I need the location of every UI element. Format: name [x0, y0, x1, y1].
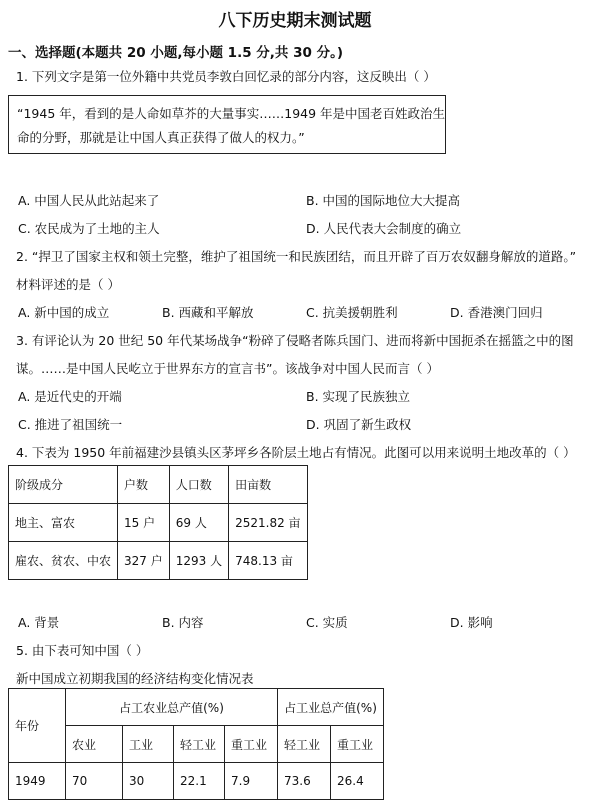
table-subheader: 轻工业 [278, 726, 331, 763]
option-a: A. 新中国的成立 [18, 305, 110, 320]
question-2-stem-cont: 材料评述的是（ ） [16, 277, 120, 292]
quote-line: “1945 年，看到的是人命如草芥的大量事实……1949 年是中国老百姓政治生 [17, 106, 446, 121]
option-d: D. 影响 [450, 615, 493, 630]
table-caption: 新中国成立初期我国的经济结构变化情况表 [16, 671, 254, 686]
question-5-stem: 5. 由下表可知中国（ ） [16, 643, 149, 658]
question-3-stem-cont: 谋。……是中国人民屹立于世界东方的宣言书”。该战争对中国人民而言（ ） [16, 361, 439, 376]
table-cell: 70 [66, 763, 123, 800]
option-c: C. 推进了祖国统一 [18, 417, 123, 432]
option-d: D. 巩固了新生政权 [306, 417, 412, 432]
option-d: D. 香港澳门回归 [450, 305, 543, 320]
table-cell: 田亩数 [229, 466, 307, 504]
option-a: A. 中国人民从此站起来了 [18, 193, 160, 208]
option-d: D. 人民代表大会制度的确立 [306, 221, 462, 236]
table-subheader: 轻工业 [174, 726, 225, 763]
option-a: A. 是近代史的开端 [18, 389, 122, 404]
table-subheader: 工业 [123, 726, 174, 763]
table-cell: 22.1 [174, 763, 225, 800]
table-cell: 73.6 [278, 763, 331, 800]
table-row [9, 763, 384, 800]
table-cell: 26.4 [331, 763, 384, 800]
question-1-quote-box [8, 95, 446, 154]
table-cell: 地主、富农 [9, 504, 118, 542]
question-2-stem: 2. “捍卫了国家主权和领土完整，维护了祖国统一和民族团结，而且开辟了百万农奴翻身解放的道路。” [16, 249, 577, 264]
land-ownership-table [8, 465, 308, 580]
table-subheader: 重工业 [225, 726, 278, 763]
table-cell: 748.13 亩 [229, 542, 307, 580]
option-c: C. 农民成为了土地的主人 [18, 221, 160, 236]
table-row [9, 689, 384, 726]
table-header-group: 占工农业总产值(%) [66, 689, 278, 726]
table-cell: 户数 [118, 466, 170, 504]
table-cell: 327 户 [118, 542, 170, 580]
table-header-year: 年份 [9, 689, 66, 763]
option-b: B. 实现了民族独立 [306, 389, 411, 404]
table-row [9, 542, 308, 580]
table-cell: 雇农、贫农、中农 [9, 542, 118, 580]
table-cell: 1293 人 [169, 542, 228, 580]
table-cell: 阶级成分 [9, 466, 118, 504]
economic-structure-table [8, 688, 384, 800]
table-cell: 人口数 [169, 466, 228, 504]
option-b: B. 西藏和平解放 [162, 305, 254, 320]
option-c: C. 抗美援朝胜利 [306, 305, 398, 320]
page-title: 八下历史期末测试题 [218, 11, 372, 31]
table-header-group: 占工业总产值(%) [278, 689, 384, 726]
option-c: C. 实质 [306, 615, 348, 630]
table-row [9, 466, 308, 504]
section-heading: 一、选择题(本题共 20 小题,每小题 1.5 分,共 30 分。) [8, 45, 344, 61]
table-cell: 15 户 [118, 504, 170, 542]
table-cell: 1949 [9, 763, 66, 800]
question-3-stem: 3. 有评论认为 20 世纪 50 年代某场战争“粉碎了侵略者陈兵国门、进而将新中国扼杀在摇篮之中的图 [16, 333, 574, 348]
table-subheader: 农业 [66, 726, 123, 763]
table-row [9, 504, 308, 542]
table-cell: 7.9 [225, 763, 278, 800]
question-4-stem: 4. 下表为 1950 年前福建沙县镇头区茅坪乡各阶层土地占有情况。此图可以用来说明土地改革的（ ） [16, 445, 576, 460]
table-subheader: 重工业 [331, 726, 384, 763]
quote-line: 命的分野，那就是让中国人真正获得了做人的权力。” [17, 130, 305, 145]
option-a: A. 背景 [18, 615, 60, 630]
table-cell: 69 人 [169, 504, 228, 542]
option-b: B. 内容 [162, 615, 204, 630]
table-cell: 2521.82 亩 [229, 504, 307, 542]
question-1-stem: 1. 下列文字是第一位外籍中共党员李敦白回忆录的部分内容，这反映出（ ） [16, 69, 436, 84]
option-b: B. 中国的国际地位大大提高 [306, 193, 461, 208]
table-cell: 30 [123, 763, 174, 800]
table-row [9, 726, 384, 763]
